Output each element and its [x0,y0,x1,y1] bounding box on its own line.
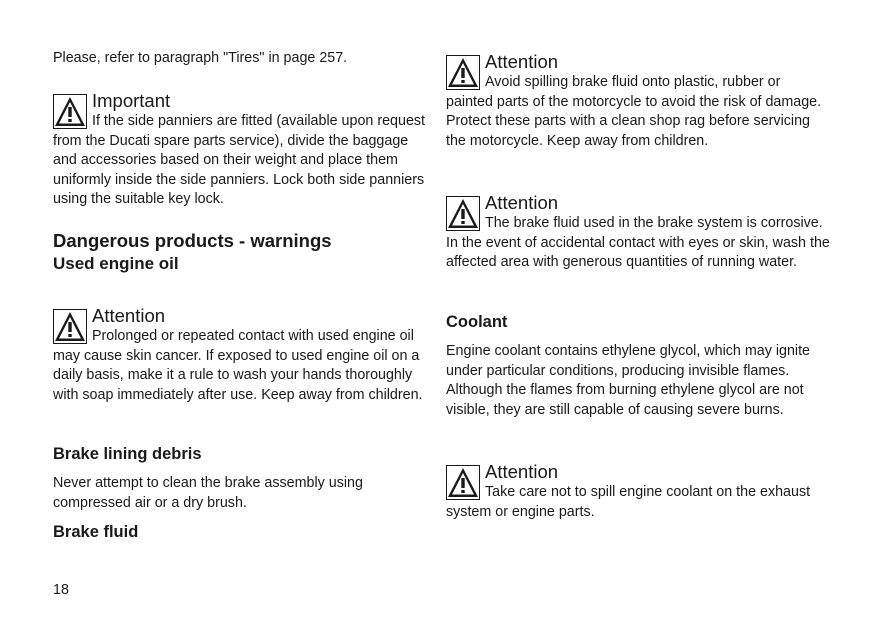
warning-triangle-icon [53,94,87,129]
coolant-text: Engine coolant contains ethylene glycol, which may ignite under particular conditions, producing invisible flames. Although the flames from burning ethylene glycol are not visible, they are still capable of causing severe burns. [446,343,810,418]
attention-text: Prolonged or repeated contact with used engine oil may cause skin cancer. If exposed to used engine oil on a daily basis, make it a rule to wash your hands thoroughly with soap immediately after use. Keep away from children. [53,328,423,403]
attention-title: Attention [485,461,559,482]
brake-fluid-attention-1 [446,51,831,151]
coolant-title: Coolant [446,313,508,331]
attention-title: Attention [485,192,559,213]
warning-triangle-icon [446,196,480,231]
attention-title: Attention [92,305,166,326]
subsection-title: Used engine oil [53,254,179,273]
attention-title: Attention [485,51,559,72]
brake-fluid-title: Brake fluid [53,523,139,541]
brake-debris-title: Brake lining debris [53,445,202,463]
attention-text: The brake fluid used in the brake system is corrosive. In the event of accidental contact with eyes or skin, wash the affected area with generous quantities of running water. [446,215,830,271]
important-notice [53,90,433,210]
warning-triangle-icon [446,55,480,90]
oil-attention-notice [53,305,433,405]
attention-text: Avoid spilling brake fluid onto plastic, rubber or painted parts of the motorcycle to avoid the risk of damage. Protect these parts with a clean shop rag before servicing the motorcycle. Keep away from children. [446,74,822,149]
brake-debris-text: Never attempt to clean the brake assembly using compressed air or a dry brush. [53,475,363,511]
important-text: If the side panniers are fitted (available upon request from the Ducati spare parts service), divide the baggage and accessories based on their weight and place them uniformly inside the side panniers. Lock both side panniers using the suitable key lock. [53,113,426,208]
brake-fluid-attention-2 [446,192,831,273]
warning-triangle-icon [446,465,480,500]
important-title: Important [92,90,171,111]
section-title: Dangerous products - warnings [53,230,332,251]
warning-triangle-icon [53,309,87,344]
intro-paragraph: Please, refer to paragraph "Tires" in page 257. [53,50,348,66]
attention-text: Take care not to spill engine coolant on the exhaust system or engine parts. [446,484,811,520]
coolant-attention [446,461,831,522]
page-number: 18 [53,582,69,598]
